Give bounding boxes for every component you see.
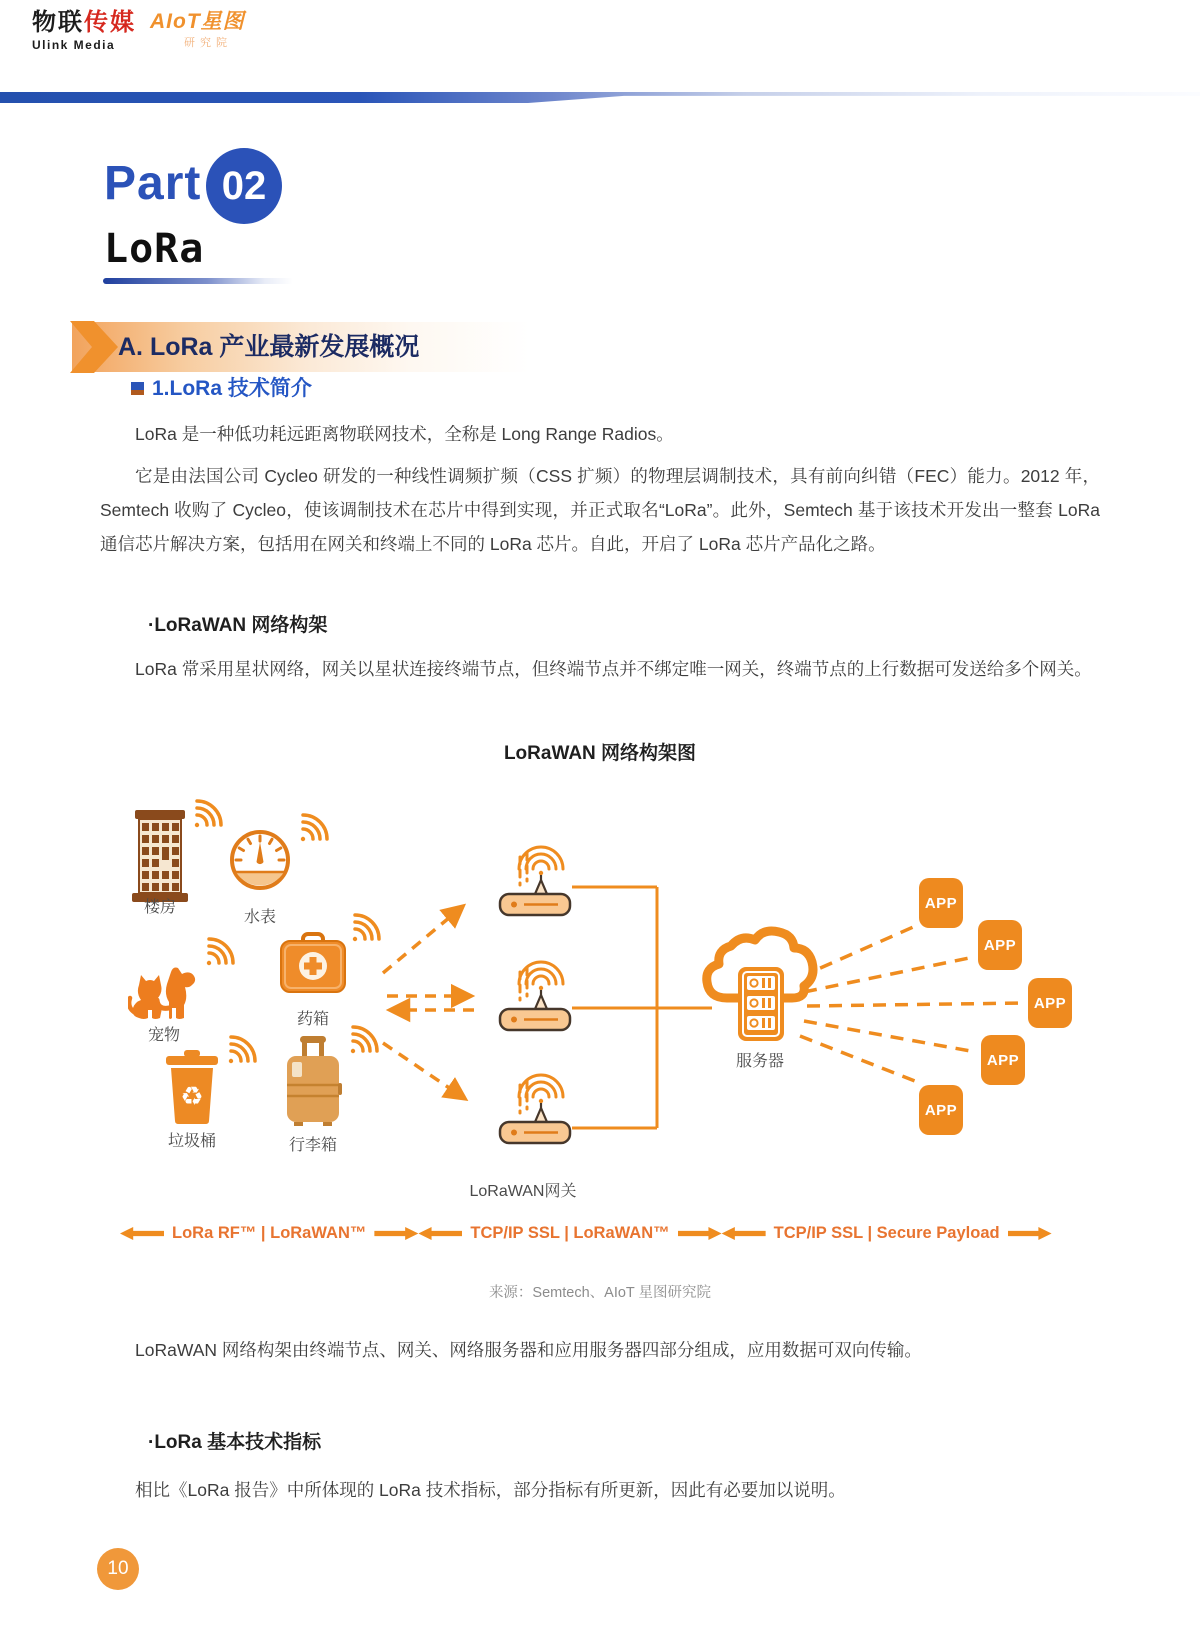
device-label: 水表 [243, 909, 276, 926]
protocol-band [722, 1224, 1052, 1243]
arrow-left-icon [418, 1227, 462, 1240]
app-box: APP [978, 920, 1022, 970]
band-label: TCP/IP SSL | LoRaWAN™ [470, 1224, 670, 1242]
square-bullet-icon [131, 382, 144, 395]
subsection-heading: 1.LoRa 技术简介 [152, 377, 312, 400]
arrow-right-icon [374, 1227, 418, 1240]
pets-icon [128, 948, 200, 1025]
app-box: APP [1028, 978, 1072, 1028]
part-label: Part [104, 157, 202, 210]
protocol-band [120, 1224, 418, 1243]
aiot-research-logo [150, 10, 245, 49]
logo-title: AIoT星图 [150, 10, 245, 33]
trash-can-icon [164, 1050, 220, 1129]
arrow-right-icon [678, 1227, 722, 1240]
wifi-signal-icon [346, 1018, 386, 1063]
app-box: APP [919, 1085, 963, 1135]
server-label: 服务器 [735, 1053, 784, 1070]
protocol-band [418, 1224, 721, 1243]
recycle-icon: ♻ [180, 1081, 204, 1111]
device-label: 行李箱 [288, 1137, 337, 1154]
chevron-icon [70, 321, 118, 378]
arrow-right-icon [1008, 1227, 1052, 1240]
band-label: TCP/IP SSL | Secure Payload [773, 1224, 1000, 1242]
section-heading: A. LoRa 产业最新发展概况 [118, 333, 420, 361]
gateway-icon [495, 950, 575, 1040]
wifi-signal-icon [224, 1028, 264, 1073]
app-box: APP [981, 1035, 1025, 1085]
device-label: 药箱 [296, 1011, 329, 1028]
medicine-box-icon [280, 932, 346, 999]
paragraph: 它是由法国公司 Cycleo 研发的一种线性调频扩频（CSS 扩频）的物理层调制技术，具有前向纠错（FEC）能力。2012 年，Semtech 收购了 Cycleo，使该调制技术在芯片中得到实现，并正式取名“LoRa”。此外，Semtech 基于该技术开发出一整套 LoRa 通信芯片解决方案，包括用在网关和终端上不同的 LoRa 芯片。自此，开启了 LoRa 芯片产品化之路。 [100, 466, 1100, 554]
part-title: LoRa [104, 226, 205, 272]
gateway-icon [495, 1063, 575, 1153]
device-label: 垃圾桶 [167, 1133, 216, 1150]
wifi-signal-icon [202, 930, 242, 975]
logo-subtitle: Ulink Media [32, 38, 116, 53]
paragraph: LoRa 是一种低功耗远距离物联网技术，全称是 Long Range Radios。 [135, 424, 674, 444]
heading-network: ·LoRaWAN 网络构架 [148, 615, 328, 636]
logo-text-red: 传媒 [84, 9, 136, 36]
paragraph: LoRa 常采用星状网络，网关以星状连接终端节点，但终端节点并不绑定唯一网关，终端节点的上行数据可发送给多个网关。 [135, 659, 1092, 679]
part-number-badge: 02 [206, 148, 282, 224]
diagram-title: LoRaWAN 网络构架图 [503, 743, 697, 764]
water-meter-icon [228, 828, 292, 897]
app-box: APP [919, 878, 963, 928]
arrow-left-icon [722, 1227, 766, 1240]
logo-title [32, 10, 136, 36]
device-label: 楼房 [143, 899, 176, 916]
gateway-icon [495, 835, 575, 925]
ulink-media-logo [32, 10, 136, 53]
building-icon [132, 810, 188, 907]
arrow-left-icon [120, 1227, 164, 1240]
paragraph: LoRaWAN 网络构架由终端节点、网关、网络服务器和应用服务器四部分组成，应用数据可双向传输。 [135, 1340, 922, 1360]
page-number-badge: 10 [97, 1548, 139, 1590]
band-label: LoRa RF™ | LoRaWAN™ [172, 1224, 367, 1242]
title-underline [103, 278, 293, 284]
gateway-label: LoRaWAN网关 [469, 1183, 577, 1200]
wifi-signal-icon [348, 906, 388, 951]
logo-subtitle: 研究院 [184, 37, 232, 50]
heading-metrics: ·LoRa 基本技术指标 [148, 1432, 322, 1453]
paragraph: 相比《LoRa 报告》中所体现的 LoRa 技术指标，部分指标有所更新，因此有必要加以说明。 [135, 1480, 846, 1500]
logo-text-black: 物联 [32, 9, 84, 36]
source-caption: 来源：Semtech、AIoT 星图研究院 [488, 1285, 712, 1301]
device-label: 宠物 [147, 1027, 180, 1044]
lorawan-architecture-diagram [100, 780, 1100, 1250]
wifi-signal-icon [296, 806, 336, 851]
protocol-band-row [120, 1224, 1025, 1243]
suitcase-icon [284, 1036, 342, 1131]
header-divider-bar [0, 92, 1200, 103]
server-icon [737, 966, 785, 1047]
wifi-signal-icon [190, 792, 230, 837]
